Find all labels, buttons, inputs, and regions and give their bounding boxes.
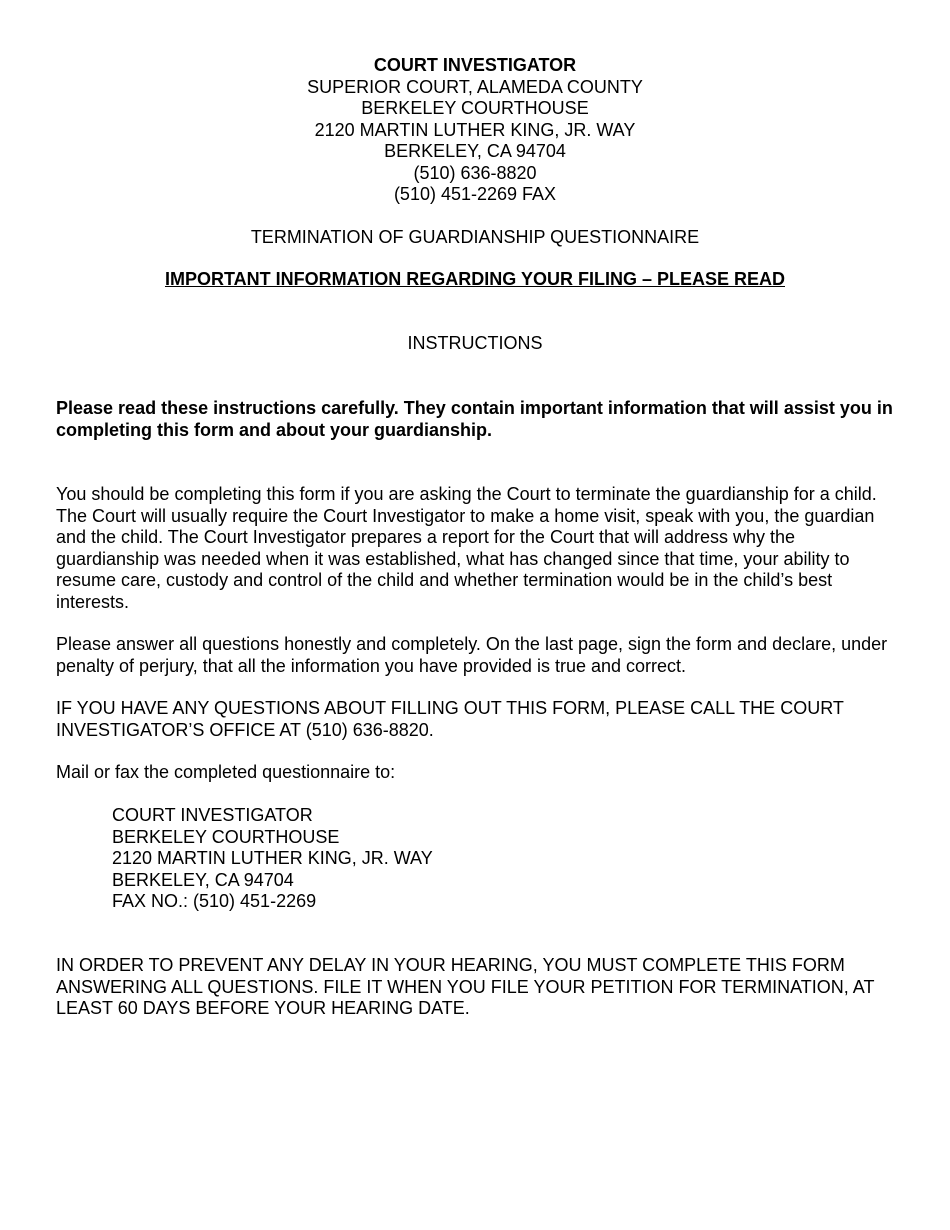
street-address: 2120 MARTIN LUTHER KING, JR. WAY: [314, 119, 636, 140]
instructions-heading: INSTRUCTIONS: [407, 333, 543, 353]
mail-address-line: COURT INVESTIGATOR: [112, 805, 313, 825]
mail-instruction: [56, 762, 896, 784]
paragraph-purpose-text: You should be completing this form if you are asking the Court to terminate the guardianship for a child. The Court will usually require the Court Investigator to make a home visit, speak with you, the guardian and the child. The Court Investigator prepares a report for the Court that will address why the guardianship was needed when it was established, what has changed since that time, your ability to resume care, custody and control of the child and whether termination would be in the child’s best interests.: [56, 484, 877, 612]
court-name: SUPERIOR COURT, ALAMEDA COUNTY: [307, 76, 643, 97]
closing-paragraph: [56, 955, 896, 1020]
paragraph-honesty-text: Please answer all questions honestly and completely. On the last page, sign the form and declare, under penalty of perjury, that all the information you have provided is true and correct.: [56, 634, 888, 676]
mail-address-line: 2120 MARTIN LUTHER KING, JR. WAY: [112, 848, 433, 868]
bold-intro-text: Please read these instructions carefully. They contain important information that will assist you in completing this form and about your guardianship.: [56, 398, 893, 440]
important-heading: IMPORTANT INFORMATION REGARDING YOUR FILING – PLEASE READ: [164, 269, 785, 289]
closing-paragraph-text: IN ORDER TO PREVENT ANY DELAY IN YOUR HEARING, YOU MUST COMPLETE THIS FORM ANSWERING ALL QUESTIONS. FILE IT WHEN YOU FILE YOUR PETITION FOR TERMINATION, AT LEAST 60 DAYS BEFORE YOUR HEARING DATE.: [56, 955, 875, 1018]
paragraph-purpose: [56, 484, 896, 613]
mail-address-line: BERKELEY, CA 94704: [112, 869, 294, 890]
mail-instruction-text: Mail or fax the completed questionnaire to:: [56, 762, 396, 782]
mail-address-line: FAX NO.: (510) 451-2269: [112, 891, 317, 911]
mail-address-line: BERKELEY COURTHOUSE: [112, 826, 340, 847]
city-state-zip: BERKELEY, CA 94704: [384, 141, 566, 161]
paragraph-honesty: [56, 634, 896, 677]
form-title: TERMINATION OF GUARDIANSHIP QUESTIONNAIRE: [250, 227, 700, 247]
mail-address: [112, 805, 712, 913]
office-name: COURT INVESTIGATOR: [373, 55, 577, 75]
courthouse-name: BERKELEY COURTHOUSE: [361, 98, 589, 118]
bold-intro: [56, 398, 896, 441]
phone-number: (510) 636-8820: [413, 162, 537, 183]
paragraph-questions-text: IF YOU HAVE ANY QUESTIONS ABOUT FILLING OUT THIS FORM, PLEASE CALL THE COURT INVESTIGATOR’S OFFICE AT (510) 636-8820.: [56, 698, 844, 740]
paragraph-questions: [56, 698, 896, 741]
letterhead: [0, 55, 950, 206]
fax-number: (510) 451-2269 FAX: [393, 184, 557, 204]
